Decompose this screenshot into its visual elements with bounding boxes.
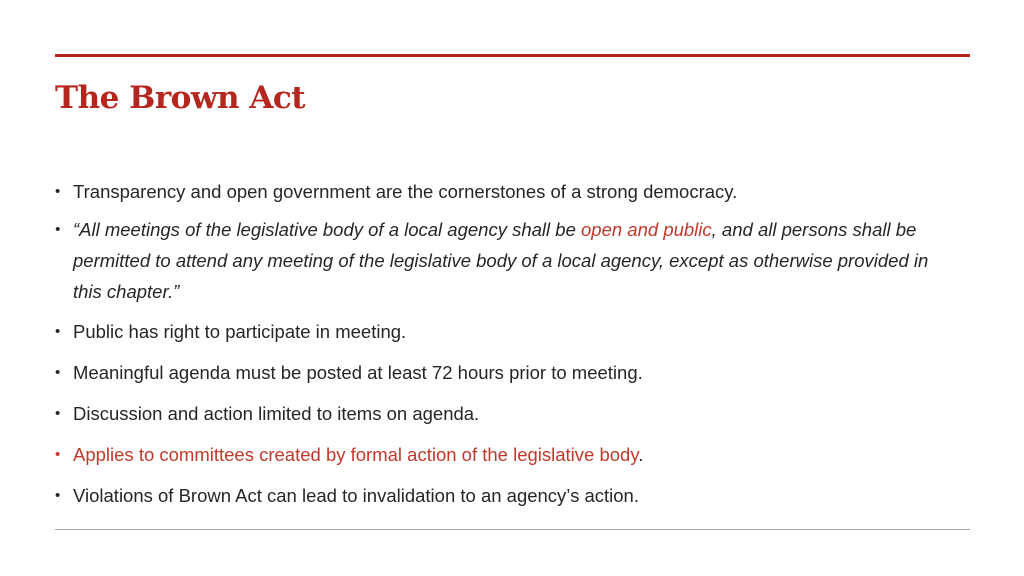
- bullet-dot-icon: •: [55, 183, 61, 200]
- bullet-dot-icon: •: [55, 364, 61, 381]
- bullet-dot-icon: •: [55, 323, 61, 340]
- bullet-dot-icon: •: [55, 405, 61, 422]
- slide-title: The Brown Act: [55, 80, 306, 116]
- top-divider: [55, 54, 970, 57]
- quote-text-start: “All meetings of the legislative body of a local agency shall be: [73, 219, 582, 240]
- bullet-item-quote: [55, 214, 955, 307]
- bullet-text: Public has right to participate in meeting.: [73, 321, 407, 342]
- bullet-dot-icon: •: [55, 446, 61, 463]
- bullet-text: Violations of Brown Act can lead to invalidation to an agency’s action.: [73, 485, 639, 506]
- bullet-text: Meaningful agenda must be posted at least 72 hours prior to meeting.: [73, 362, 643, 383]
- bullet-text-suffix: .: [638, 444, 644, 465]
- bullet-dot-icon: •: [55, 487, 61, 504]
- bullet-text: Discussion and action limited to items on agenda.: [73, 403, 480, 424]
- bullet-item-highlight: [55, 439, 955, 470]
- bullet-item: [55, 316, 955, 347]
- quote-highlight: open and public: [581, 219, 712, 240]
- bullet-item: [55, 176, 955, 207]
- bullet-item: [55, 480, 955, 511]
- bottom-divider: [55, 529, 970, 530]
- bullet-list: [55, 176, 955, 511]
- quote-text-end: , and all persons shall be permitted to attend any meeting of the legislative body of a local agency, except as otherwise provided in this chapter.”: [73, 219, 929, 302]
- bullet-dot-icon: •: [55, 221, 61, 238]
- bullet-text-highlight: Applies to committees created by formal action of the legislative body: [73, 444, 639, 465]
- bullet-item: [55, 398, 955, 429]
- bullet-text: Transparency and open government are the cornerstones of a strong democracy.: [73, 181, 738, 202]
- bullet-item: [55, 357, 955, 388]
